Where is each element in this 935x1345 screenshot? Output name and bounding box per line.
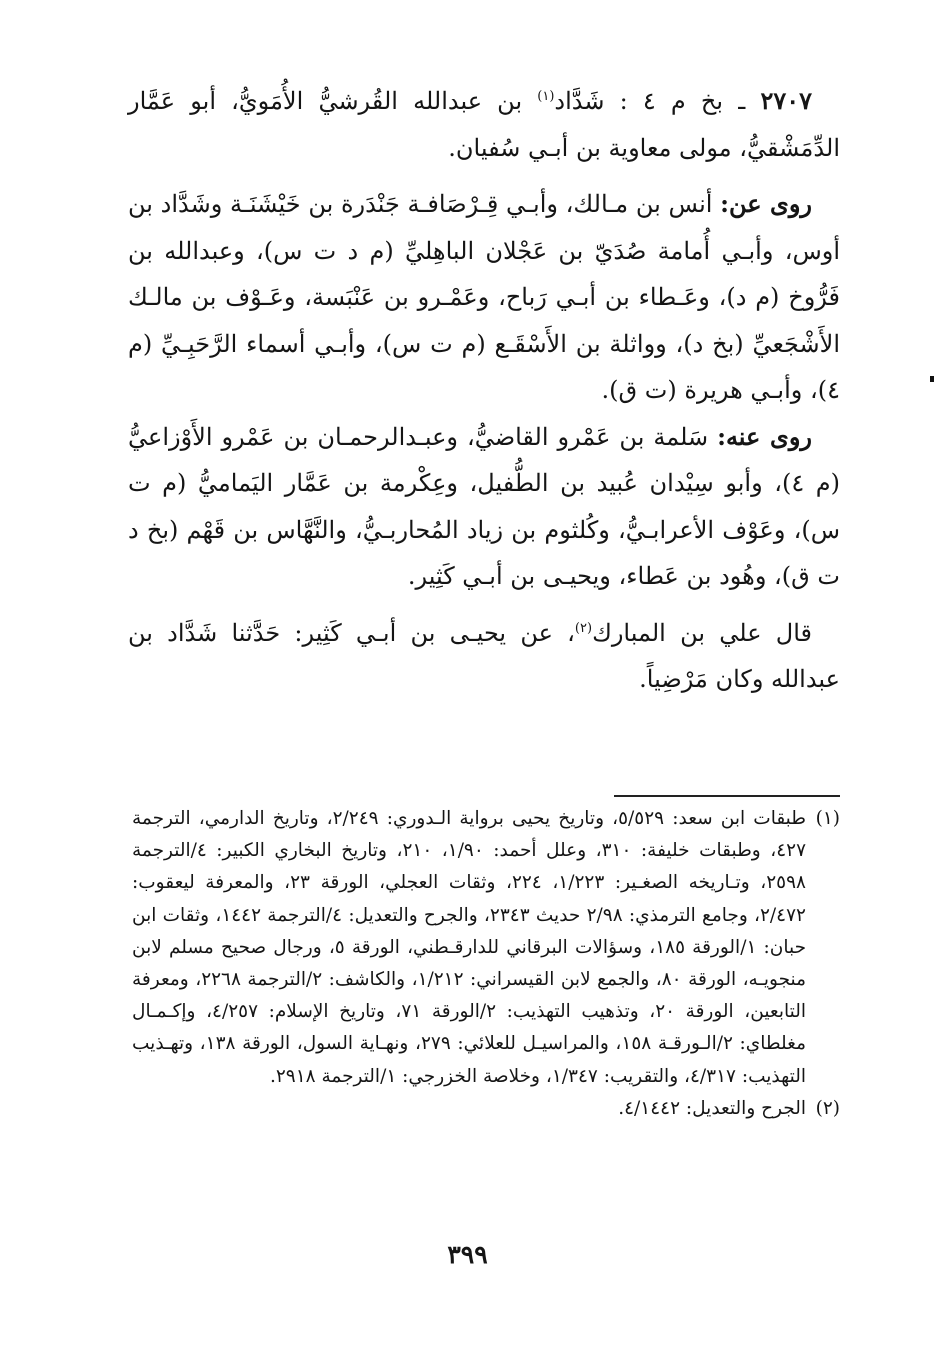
scan-edge-mark [930, 376, 934, 382]
footnote-ref-2: (٢) [574, 620, 593, 636]
footnote-ref-1: (١) [537, 89, 555, 104]
narrated-from-text: أنس بن مـالك، وأبـي قِـرْصَافـة جَنْدَرة بن خَيْشَنَـة وشَدَّاد بن أوس، وأبـي أُمامة صُدَيّ بن عَجْلان الباهِليِّ (م د ت س)، وعبدالله بن فَرُّوخ (م د)، وعَـطاء بن أبـي رَباح، وعَمْـرو بن عَنْبَسة، وعَـوْف بن مالـك الأَشْجَعيِّ (بخ د)، وواثلة بن الأَسْقَـع (م ت س)، وأبـي أسماء الرَّحَبِـيِّ (م ٤)، وأبـي هريرة (ت ق). [128, 190, 840, 404]
entry-header-rest: بن عبدالله القُرشيُّ الأُمَويُّ، أبو عَمَّار الدِّمَشْقيُّ، مولى معاوية بن أبـي سُفيان. [128, 87, 840, 162]
statement-text-before: قال علي بن المبارك [592, 618, 812, 647]
statement-text-after: ، عن يحيـى بن أبـي كَثِير: حَدَّثنا شَدَّاد بن عبدالله وكان مَرْضِياً. [128, 618, 840, 693]
footnote-separator [614, 795, 840, 797]
entry-header [128, 78, 840, 171]
narrated-by-text: سَلمة بن عَمْرو القاضيُّ، وعبـدالرحمـان بن عَمْرو الأَوْزاعيُّ (م ٤)، وأبو سِيْدان عُبيد بن الطُّفيل، وعِكْرمة بن عَمَّار اليَماميُّ (م ت س)، وعَوْف الأعرابـيُّ، وكُلثوم بن زياد المُحاربـيُّ، والنَّهَّاس بن قَهْم (بخ د ت ق)، وهُود بن عَطاء، ويحيـى بن أبـي كَثِير. [128, 422, 840, 590]
footnote-2-text: الجرح والتعديل: ٤/١٤٤٢. [618, 1097, 806, 1119]
footnotes [132, 803, 840, 1125]
footnote-2-mark: (٢) [815, 1097, 840, 1119]
footnote-2 [132, 1093, 840, 1125]
narrated-by-paragraph [128, 414, 840, 600]
footnote-1 [132, 803, 840, 1093]
narrated-from-label: روى عن: [720, 189, 812, 218]
narrated-by-label: روى عنه: [717, 421, 813, 451]
narrated-from-paragraph [128, 181, 840, 414]
main-text [128, 78, 840, 703]
entry-number: ٢٧٠٧ [760, 86, 812, 115]
statement-paragraph [128, 610, 840, 703]
page-number: ٣٩٩ [447, 1240, 488, 1269]
entry-header-text: ـ بخ م ٤ : شَدَّاد [554, 87, 761, 115]
footnote-1-mark: (١) [815, 808, 840, 829]
footnote-1-text: طبقات ابن سعد: ٥/٥٢٩، وتاريخ يحيى برواية الـدوري: ٢/٢٤٩، وتاريخ الدارمي، الترجمة ٤٢٧، وطبقات خليفة: ٣١٠، وعلل أحمد: ١/٩٠، ٢١٠، وتاريخ البخاري الكبير: ٤/الترجمة ٢٥٩٨، وتـاريخه الصغـير: ١/٢٢٣، ٢٢٤، وثقات العجلي، الورقة ٢٣، والمعرفة ليعقوب: ٢/٤٧٢، وجامع الترمذي: ٢/٩٨ حديث ٢٣٤٣، والجرح والتعديل: ٤/الترجمة ١٤٤٢، وثقات ابن حبان: ١/الورقة ١٨٥، وسؤالات البرقاني للدارقـطني، الورقة ٥، ورجال صحيح مسلم لابن منجويـه، الورقة ٨٠، والجمع لابن القيسراني: ١/٢١٢، والكاشف: ٢/الترجمة ٢٢٦٨، ومعرفة التابعين، الورقة ٢٠، وتذهيب التهذيب: ٢/الورقة ٧١، وتاريخ الإسلام: ٤/٢٥٧، وإكـمـال مغلطاي: ٢/الـورقـة ١٥٨، والمراسيـل للعلائي: ٢٧٩، ونهـاية السول، الورقة ١٣٨، وتهـذيب التهذيب: ٤/٣١٧، والتقريب: ١/٣٤٧، وخلاصة الخزرجي: ١/الترجمة ٢٩١٨. [132, 808, 807, 1087]
